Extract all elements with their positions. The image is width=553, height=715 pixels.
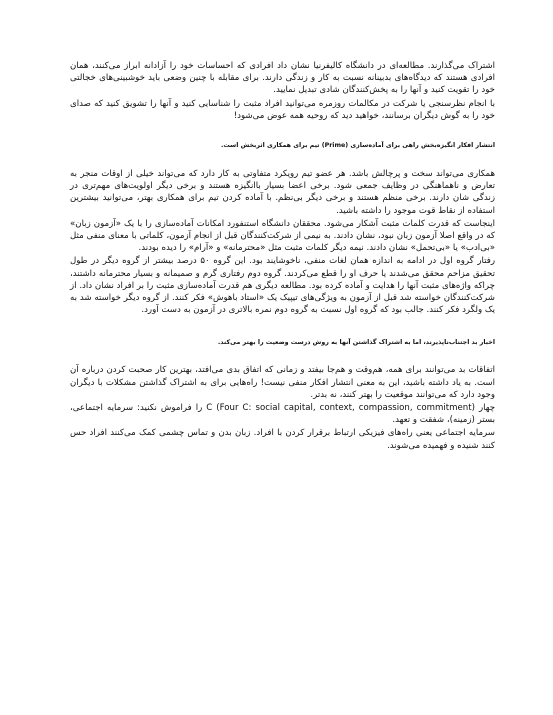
four-c-paragraph — [70, 402, 495, 426]
body-paragraph: همکاری می‌تواند سخت و پرچالش باشد. هر عضو تیم رویکرد متفاوتی به کار دارد که می‌تواند خیلی از اوقات منجر به تعارض و ناهماهنگی در وظایف جمعی شود. برخی اعضا بسیار باانگیزه هستند و برخی دیگر اولویت‌های مهم‌تری در زندگی شان دارند. برخی منظم هستند و برخی دیگر بی‌نظم. با آماده کردن تیم برای همکاری بهتر، می‌توانید بیشترین استفاده از نقاط قوت موجود را داشته باشید. — [70, 169, 495, 216]
document-body — [70, 60, 495, 452]
four-c-english-terms: (Four C: social capital, context, compassion, commitment) — [216, 403, 475, 414]
four-c-text-end: را فراموش نکنید: سرمایه اجتماعی، بستر (زمینه)، شفقت و تعهد. — [70, 403, 495, 426]
four-c-text-start: چهار C — [206, 403, 496, 414]
body-paragraph: اینجاست که قدرت کلمات مثبت آشکار می‌شود. محققان دانشگاه استنفورد امکانات آماده‌سازی را با یک «آزمون زبان» که در واقع اصلا آزمون زبان نبود، نشان دادند. به نیمی از شرکت‌کنندگان قبل از انجام آزمون، کلماتی با معنای منفی مثل «بی‌ادب» یا «بی‌تحمل» نشان دادند. نیمه دیگر کلمات مثبت مثل «محترمانه» و «آرام» را دیده بودند. — [70, 218, 495, 254]
body-paragraph: اشتراک می‌گذارند. مطالعه‌ای در دانشگاه کالیفرنیا نشان داد افرادی که احساسات خود را آزادانه ابراز می‌کنند، همان افرادی هستند که دیدگاه‌های بدبینانه نسبت به کار و زندگی دارند. برای مقابله با چنین وضعی باید خوشبینی‌های خجالتی خود را تقویت کنید و آنها را به پخش‌کنندگان شادی تبدیل نمایید. — [70, 61, 495, 96]
section-heading: انتشار افکار انگیزه‌بخش راهی برای آماده‌سازی (Prime) تیم برای همکاری اثربخش است. — [220, 142, 495, 150]
body-paragraph: اتفاقات بد می‌توانند برای همه، هم‌وقت و هم‌جا بیفتد و زمانی که اتفاق بدی می‌افتد، بهترین کار صحبت کردن درباره آن است. به یاد داشته باشید، این به معنی انتشار افکار منفی نیست! راه‌هایی برای به اشتراک گذاشتن مشکلات با دیگران وجود دارد که می‌توانند موقعیت را بهتر کنند، نه بدتر. — [70, 365, 495, 400]
body-paragraph: سرمایه اجتماعی یعنی راه‌های فیزیکی ارتباط برقرار کردن با افراد. زبان بدن و تماس چشمی کمک می‌کنند افراد حس کنند شنیده و فهمیده می‌شوند. — [70, 428, 495, 451]
body-paragraph: رفتار گروه اول در ادامه به اندازه همان لغات منفی، ناخوشایند بود. این گروه ۵۰ درصد بیشتر از گروه دیگر در طول تحقیق مزاحم محقق می‌شدند یا حرف او را قطع می‌کردند. گروه دوم رفتاری گرم و صمیمانه و بسیار محترمانه داشتند، چراکه واژه‌های مثبت آنها را هدایت و آماده کرده بود. مطالعه دیگری هم قدرت آماده‌سازی مثبت را بر افراد نشان داد. از شرکت‌کنندگان خواسته شد قبل از آزمون به ویژگی‌های تیپیک یک «استاد باهوش» فکر کنند. از گروه دیگر خواسته شد به یک ولگرد فکر کنند. جالب بود که گروه اول نسبت به گروه دوم نمره بالاتری در آزمون به دست آورد. — [70, 256, 496, 316]
section-heading: اخبار بد اجتناب‌ناپذیرند، اما به اشتراک گذاشتن آنها به روش درست وضعیت را بهتر می‌کند. — [217, 339, 495, 347]
body-paragraph: با انجام نظرسنجی یا شرکت در مکالمات روزمره می‌توانید افراد مثبت را شناسایی کنید و آنها را تشویق کنید که صدای خود را به گوش دیگران برسانند، خواهید دید که روحیه همه عوض می‌شود! — [70, 98, 495, 121]
